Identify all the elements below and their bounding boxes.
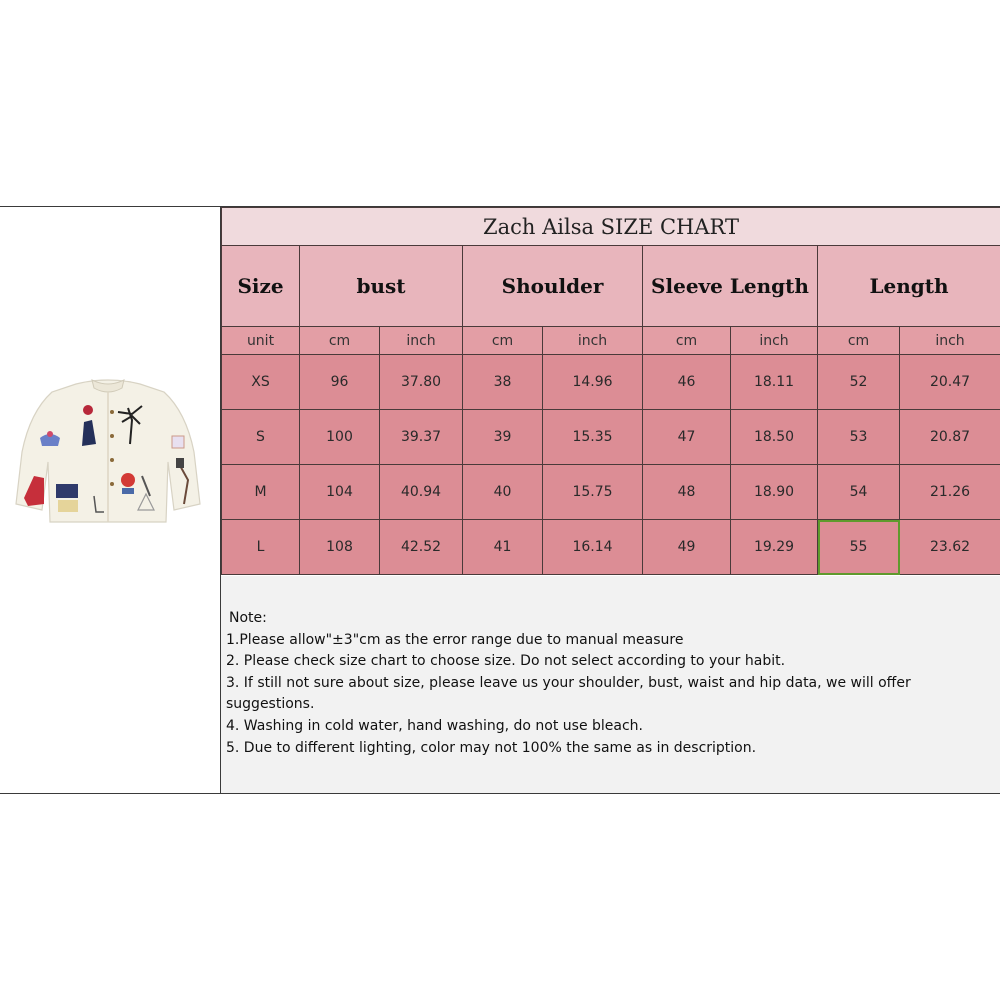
table-row [222,410,1000,465]
unit-cell: cm [463,327,543,355]
table-cell: 18.90 [731,465,818,520]
size-chart-frame [0,206,1000,794]
table-cell: 48 [643,465,731,520]
table-cell: 53 [818,410,900,465]
table-cell: 39 [463,410,543,465]
table-cell: 19.29 [731,520,818,575]
note-line: 4. Washing in cold water, hand washing, do not use bleach. [226,717,643,734]
unit-cell: inch [731,327,818,355]
note-line: 3. If still not sure about size, please leave us your shoulder, bust, waist and hip data, we will offer suggestions. [226,674,916,713]
note-line: 2. Please check size chart to choose size. Do not select according to your habit. [226,653,786,670]
note-line: 1.Please allow"±3"cm as the error range due to manual measure [226,631,684,648]
table-cell: 100 [300,410,380,465]
table-cell: 38 [463,355,543,410]
table-cell: 18.50 [731,410,818,465]
table-cell: 15.35 [543,410,643,465]
table-cell: 42.52 [380,520,463,575]
table-cell: 23.62 [900,520,1000,575]
table-row [222,465,1000,520]
table-cell: 20.87 [900,410,1000,465]
selected-cell[interactable]: 55 [818,520,900,575]
table-cell: 40.94 [380,465,463,520]
size-chart-table [221,207,1000,575]
table-cell: 47 [643,410,731,465]
table-cell: 39.37 [380,410,463,465]
note-line: 5. Due to different lighting, color may not 100% the same as in description. [226,739,757,756]
column-header-sleeve-length: Sleeve Length [643,246,818,327]
unit-cell: unit [222,327,300,355]
chart-title: Zach Ailsa SIZE CHART [222,208,1000,246]
table-cell: 49 [643,520,731,575]
unit-cell: cm [818,327,900,355]
product-image-panel [0,207,221,793]
table-cell: XS [222,355,300,410]
table-cell: 16.14 [543,520,643,575]
unit-cell: inch [543,327,643,355]
table-cell: 96 [300,355,380,410]
unit-cell: inch [900,327,1000,355]
table-cell: S [222,410,300,465]
unit-cell: cm [643,327,731,355]
table-cell: 108 [300,520,380,575]
table-row [222,355,1000,410]
product-jacket-image [14,372,202,532]
unit-row [222,327,1000,355]
column-header-length: Length [818,246,1000,327]
table-cell: 21.26 [900,465,1000,520]
table-cell: 41 [463,520,543,575]
table-cell: 46 [643,355,731,410]
column-header-bust: bust [300,246,463,327]
unit-cell: cm [300,327,380,355]
table-cell: 15.75 [543,465,643,520]
table-cell: 37.80 [380,355,463,410]
notes-panel [221,576,1000,793]
column-header-shoulder: Shoulder [463,246,643,327]
table-cell: 14.96 [543,355,643,410]
table-cell: 54 [818,465,900,520]
table-cell: 20.47 [900,355,1000,410]
column-header-size: Size [222,246,300,327]
table-cell: 18.11 [731,355,818,410]
table-cell: L [222,520,300,575]
table-row [222,520,1000,575]
table-cell: 104 [300,465,380,520]
notes-title: Note: [229,610,267,626]
unit-cell: inch [380,327,463,355]
table-cell: 52 [818,355,900,410]
table-cell: 40 [463,465,543,520]
table-cell: M [222,465,300,520]
